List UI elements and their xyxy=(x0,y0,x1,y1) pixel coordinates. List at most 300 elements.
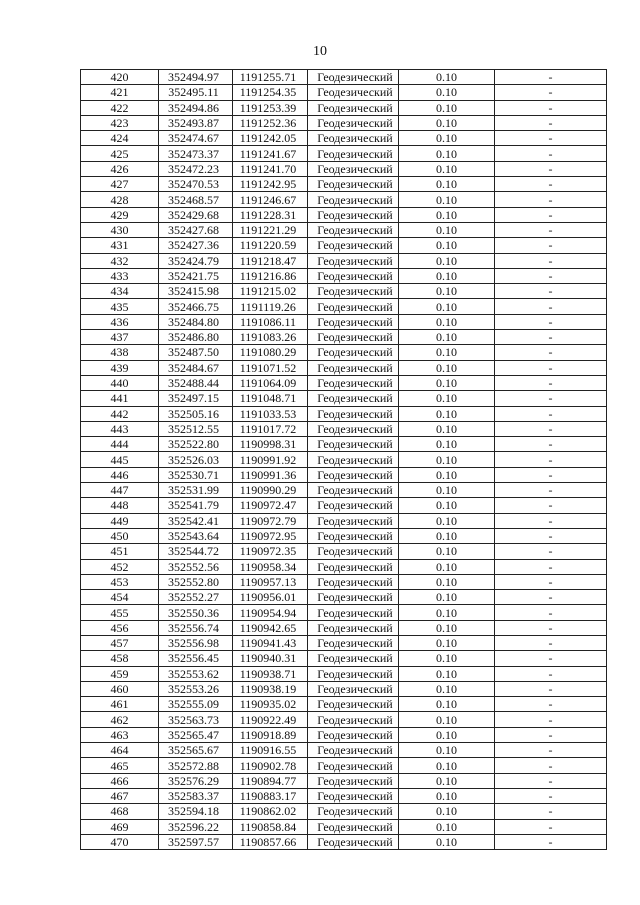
accuracy-cell: 0.10 xyxy=(399,819,495,834)
method-cell: Геодезический xyxy=(308,528,399,543)
note-cell: - xyxy=(495,192,607,207)
note-cell: - xyxy=(495,452,607,467)
table-row xyxy=(81,391,607,406)
table-row xyxy=(81,635,607,650)
method-cell: Геодезический xyxy=(308,360,399,375)
x-coordinate-cell: 352473.37 xyxy=(159,146,233,161)
y-coordinate-cell: 1191241.70 xyxy=(233,161,308,176)
accuracy-cell: 0.10 xyxy=(399,528,495,543)
note-cell: - xyxy=(495,773,607,788)
point-number-cell: 442 xyxy=(81,406,159,421)
x-coordinate-cell: 352427.36 xyxy=(159,238,233,253)
table-row xyxy=(81,819,607,834)
table-row xyxy=(81,406,607,421)
method-cell: Геодезический xyxy=(308,375,399,390)
x-coordinate-cell: 352541.79 xyxy=(159,498,233,513)
y-coordinate-cell: 1190922.49 xyxy=(233,712,308,727)
note-cell: - xyxy=(495,467,607,482)
coordinates-table xyxy=(80,69,607,850)
table-row xyxy=(81,100,607,115)
method-cell: Геодезический xyxy=(308,345,399,360)
table-row xyxy=(81,131,607,146)
y-coordinate-cell: 1191071.52 xyxy=(233,360,308,375)
method-cell: Геодезический xyxy=(308,146,399,161)
table-row xyxy=(81,712,607,727)
x-coordinate-cell: 352415.98 xyxy=(159,284,233,299)
accuracy-cell: 0.10 xyxy=(399,146,495,161)
table-row xyxy=(81,375,607,390)
y-coordinate-cell: 1190942.65 xyxy=(233,620,308,635)
x-coordinate-cell: 352486.80 xyxy=(159,330,233,345)
accuracy-cell: 0.10 xyxy=(399,620,495,635)
x-coordinate-cell: 352555.09 xyxy=(159,697,233,712)
method-cell: Геодезический xyxy=(308,574,399,589)
method-cell: Геодезический xyxy=(308,238,399,253)
y-coordinate-cell: 1191017.72 xyxy=(233,421,308,436)
accuracy-cell: 0.10 xyxy=(399,391,495,406)
note-cell: - xyxy=(495,528,607,543)
method-cell: Геодезический xyxy=(308,498,399,513)
method-cell: Геодезический xyxy=(308,758,399,773)
method-cell: Геодезический xyxy=(308,207,399,222)
x-coordinate-cell: 352552.80 xyxy=(159,574,233,589)
y-coordinate-cell: 1190954.94 xyxy=(233,605,308,620)
x-coordinate-cell: 352583.37 xyxy=(159,788,233,803)
y-coordinate-cell: 1190894.77 xyxy=(233,773,308,788)
note-cell: - xyxy=(495,406,607,421)
method-cell: Геодезический xyxy=(308,727,399,742)
table-row xyxy=(81,207,607,222)
table-row xyxy=(81,666,607,681)
accuracy-cell: 0.10 xyxy=(399,452,495,467)
accuracy-cell: 0.10 xyxy=(399,467,495,482)
y-coordinate-cell: 1190916.55 xyxy=(233,743,308,758)
note-cell: - xyxy=(495,651,607,666)
table-row xyxy=(81,345,607,360)
accuracy-cell: 0.10 xyxy=(399,299,495,314)
x-coordinate-cell: 352429.68 xyxy=(159,207,233,222)
method-cell: Геодезический xyxy=(308,605,399,620)
table-row xyxy=(81,360,607,375)
x-coordinate-cell: 352497.15 xyxy=(159,391,233,406)
method-cell: Геодезический xyxy=(308,70,399,85)
y-coordinate-cell: 1190935.02 xyxy=(233,697,308,712)
point-number-cell: 420 xyxy=(81,70,159,85)
method-cell: Геодезический xyxy=(308,620,399,635)
point-number-cell: 459 xyxy=(81,666,159,681)
accuracy-cell: 0.10 xyxy=(399,70,495,85)
y-coordinate-cell: 1190938.19 xyxy=(233,681,308,696)
note-cell: - xyxy=(495,421,607,436)
note-cell: - xyxy=(495,330,607,345)
accuracy-cell: 0.10 xyxy=(399,773,495,788)
note-cell: - xyxy=(495,712,607,727)
note-cell: - xyxy=(495,605,607,620)
y-coordinate-cell: 1191252.36 xyxy=(233,115,308,130)
accuracy-cell: 0.10 xyxy=(399,375,495,390)
method-cell: Геодезический xyxy=(308,314,399,329)
method-cell: Геодезический xyxy=(308,666,399,681)
y-coordinate-cell: 1190972.35 xyxy=(233,544,308,559)
y-coordinate-cell: 1190998.31 xyxy=(233,437,308,452)
accuracy-cell: 0.10 xyxy=(399,758,495,773)
note-cell: - xyxy=(495,758,607,773)
point-number-cell: 421 xyxy=(81,85,159,100)
y-coordinate-cell: 1191246.67 xyxy=(233,192,308,207)
x-coordinate-cell: 352427.68 xyxy=(159,222,233,237)
note-cell: - xyxy=(495,666,607,681)
table-row xyxy=(81,437,607,452)
note-cell: - xyxy=(495,574,607,589)
table-row xyxy=(81,421,607,436)
y-coordinate-cell: 1191086.11 xyxy=(233,314,308,329)
table-row xyxy=(81,115,607,130)
note-cell: - xyxy=(495,100,607,115)
point-number-cell: 462 xyxy=(81,712,159,727)
accuracy-cell: 0.10 xyxy=(399,330,495,345)
y-coordinate-cell: 1191255.71 xyxy=(233,70,308,85)
point-number-cell: 461 xyxy=(81,697,159,712)
accuracy-cell: 0.10 xyxy=(399,437,495,452)
note-cell: - xyxy=(495,146,607,161)
method-cell: Геодезический xyxy=(308,712,399,727)
note-cell: - xyxy=(495,804,607,819)
note-cell: - xyxy=(495,834,607,849)
method-cell: Геодезический xyxy=(308,100,399,115)
point-number-cell: 449 xyxy=(81,513,159,528)
x-coordinate-cell: 352468.57 xyxy=(159,192,233,207)
y-coordinate-cell: 1190972.47 xyxy=(233,498,308,513)
table-row xyxy=(81,253,607,268)
x-coordinate-cell: 352563.73 xyxy=(159,712,233,727)
note-cell: - xyxy=(495,70,607,85)
method-cell: Геодезический xyxy=(308,804,399,819)
table-row xyxy=(81,268,607,283)
coordinates-table-body xyxy=(81,70,607,850)
x-coordinate-cell: 352576.29 xyxy=(159,773,233,788)
method-cell: Геодезический xyxy=(308,284,399,299)
x-coordinate-cell: 352424.79 xyxy=(159,253,233,268)
point-number-cell: 439 xyxy=(81,360,159,375)
x-coordinate-cell: 352552.27 xyxy=(159,590,233,605)
note-cell: - xyxy=(495,620,607,635)
accuracy-cell: 0.10 xyxy=(399,651,495,666)
table-row xyxy=(81,498,607,513)
accuracy-cell: 0.10 xyxy=(399,284,495,299)
point-number-cell: 466 xyxy=(81,773,159,788)
point-number-cell: 437 xyxy=(81,330,159,345)
point-number-cell: 450 xyxy=(81,528,159,543)
note-cell: - xyxy=(495,299,607,314)
y-coordinate-cell: 1190956.01 xyxy=(233,590,308,605)
note-cell: - xyxy=(495,238,607,253)
y-coordinate-cell: 1190941.43 xyxy=(233,635,308,650)
accuracy-cell: 0.10 xyxy=(399,268,495,283)
table-row xyxy=(81,330,607,345)
y-coordinate-cell: 1191242.05 xyxy=(233,131,308,146)
method-cell: Геодезический xyxy=(308,437,399,452)
table-row xyxy=(81,758,607,773)
accuracy-cell: 0.10 xyxy=(399,131,495,146)
note-cell: - xyxy=(495,544,607,559)
point-number-cell: 452 xyxy=(81,559,159,574)
y-coordinate-cell: 1191033.53 xyxy=(233,406,308,421)
table-row xyxy=(81,85,607,100)
y-coordinate-cell: 1191080.29 xyxy=(233,345,308,360)
note-cell: - xyxy=(495,513,607,528)
point-number-cell: 432 xyxy=(81,253,159,268)
table-row xyxy=(81,788,607,803)
accuracy-cell: 0.10 xyxy=(399,222,495,237)
table-row xyxy=(81,513,607,528)
accuracy-cell: 0.10 xyxy=(399,177,495,192)
point-number-cell: 468 xyxy=(81,804,159,819)
table-row xyxy=(81,299,607,314)
method-cell: Геодезический xyxy=(308,421,399,436)
note-cell: - xyxy=(495,345,607,360)
point-number-cell: 441 xyxy=(81,391,159,406)
note-cell: - xyxy=(495,85,607,100)
accuracy-cell: 0.10 xyxy=(399,513,495,528)
accuracy-cell: 0.10 xyxy=(399,666,495,681)
y-coordinate-cell: 1190862.02 xyxy=(233,804,308,819)
accuracy-cell: 0.10 xyxy=(399,788,495,803)
x-coordinate-cell: 352487.50 xyxy=(159,345,233,360)
y-coordinate-cell: 1190938.71 xyxy=(233,666,308,681)
y-coordinate-cell: 1190991.36 xyxy=(233,467,308,482)
point-number-cell: 456 xyxy=(81,620,159,635)
point-number-cell: 447 xyxy=(81,483,159,498)
note-cell: - xyxy=(495,391,607,406)
point-number-cell: 424 xyxy=(81,131,159,146)
method-cell: Геодезический xyxy=(308,513,399,528)
y-coordinate-cell: 1191064.09 xyxy=(233,375,308,390)
table-row xyxy=(81,238,607,253)
accuracy-cell: 0.10 xyxy=(399,314,495,329)
accuracy-cell: 0.10 xyxy=(399,743,495,758)
accuracy-cell: 0.10 xyxy=(399,192,495,207)
y-coordinate-cell: 1191220.59 xyxy=(233,238,308,253)
point-number-cell: 446 xyxy=(81,467,159,482)
x-coordinate-cell: 352556.45 xyxy=(159,651,233,666)
point-number-cell: 455 xyxy=(81,605,159,620)
table-row xyxy=(81,314,607,329)
table-row xyxy=(81,804,607,819)
accuracy-cell: 0.10 xyxy=(399,115,495,130)
table-row xyxy=(81,483,607,498)
method-cell: Геодезический xyxy=(308,681,399,696)
note-cell: - xyxy=(495,559,607,574)
point-number-cell: 423 xyxy=(81,115,159,130)
x-coordinate-cell: 352565.47 xyxy=(159,727,233,742)
point-number-cell: 464 xyxy=(81,743,159,758)
method-cell: Геодезический xyxy=(308,330,399,345)
y-coordinate-cell: 1191242.95 xyxy=(233,177,308,192)
y-coordinate-cell: 1191254.35 xyxy=(233,85,308,100)
point-number-cell: 445 xyxy=(81,452,159,467)
method-cell: Геодезический xyxy=(308,161,399,176)
point-number-cell: 433 xyxy=(81,268,159,283)
point-number-cell: 436 xyxy=(81,314,159,329)
point-number-cell: 465 xyxy=(81,758,159,773)
x-coordinate-cell: 352553.26 xyxy=(159,681,233,696)
table-row xyxy=(81,70,607,85)
accuracy-cell: 0.10 xyxy=(399,590,495,605)
method-cell: Геодезический xyxy=(308,85,399,100)
y-coordinate-cell: 1191119.26 xyxy=(233,299,308,314)
accuracy-cell: 0.10 xyxy=(399,498,495,513)
y-coordinate-cell: 1191241.67 xyxy=(233,146,308,161)
x-coordinate-cell: 352421.75 xyxy=(159,268,233,283)
method-cell: Геодезический xyxy=(308,651,399,666)
point-number-cell: 440 xyxy=(81,375,159,390)
point-number-cell: 451 xyxy=(81,544,159,559)
table-row xyxy=(81,773,607,788)
y-coordinate-cell: 1191228.31 xyxy=(233,207,308,222)
x-coordinate-cell: 352512.55 xyxy=(159,421,233,436)
note-cell: - xyxy=(495,161,607,176)
note-cell: - xyxy=(495,483,607,498)
point-number-cell: 463 xyxy=(81,727,159,742)
note-cell: - xyxy=(495,437,607,452)
x-coordinate-cell: 352495.11 xyxy=(159,85,233,100)
x-coordinate-cell: 352488.44 xyxy=(159,375,233,390)
table-row xyxy=(81,467,607,482)
table-row xyxy=(81,727,607,742)
y-coordinate-cell: 1191048.71 xyxy=(233,391,308,406)
table-row xyxy=(81,834,607,849)
table-row xyxy=(81,544,607,559)
note-cell: - xyxy=(495,360,607,375)
method-cell: Геодезический xyxy=(308,222,399,237)
table-row xyxy=(81,651,607,666)
table-row xyxy=(81,743,607,758)
accuracy-cell: 0.10 xyxy=(399,406,495,421)
y-coordinate-cell: 1190883.17 xyxy=(233,788,308,803)
table-row xyxy=(81,452,607,467)
method-cell: Геодезический xyxy=(308,590,399,605)
y-coordinate-cell: 1190972.79 xyxy=(233,513,308,528)
accuracy-cell: 0.10 xyxy=(399,238,495,253)
y-coordinate-cell: 1190918.89 xyxy=(233,727,308,742)
point-number-cell: 438 xyxy=(81,345,159,360)
point-number-cell: 454 xyxy=(81,590,159,605)
note-cell: - xyxy=(495,743,607,758)
x-coordinate-cell: 352530.71 xyxy=(159,467,233,482)
x-coordinate-cell: 352552.56 xyxy=(159,559,233,574)
y-coordinate-cell: 1191253.39 xyxy=(233,100,308,115)
table-row xyxy=(81,177,607,192)
x-coordinate-cell: 352522.80 xyxy=(159,437,233,452)
accuracy-cell: 0.10 xyxy=(399,100,495,115)
x-coordinate-cell: 352597.57 xyxy=(159,834,233,849)
note-cell: - xyxy=(495,375,607,390)
point-number-cell: 460 xyxy=(81,681,159,696)
x-coordinate-cell: 352556.74 xyxy=(159,620,233,635)
note-cell: - xyxy=(495,268,607,283)
point-number-cell: 430 xyxy=(81,222,159,237)
note-cell: - xyxy=(495,253,607,268)
y-coordinate-cell: 1190990.29 xyxy=(233,483,308,498)
y-coordinate-cell: 1190991.92 xyxy=(233,452,308,467)
table-row xyxy=(81,697,607,712)
method-cell: Геодезический xyxy=(308,559,399,574)
x-coordinate-cell: 352553.62 xyxy=(159,666,233,681)
x-coordinate-cell: 352472.23 xyxy=(159,161,233,176)
x-coordinate-cell: 352565.67 xyxy=(159,743,233,758)
method-cell: Геодезический xyxy=(308,177,399,192)
y-coordinate-cell: 1191215.02 xyxy=(233,284,308,299)
accuracy-cell: 0.10 xyxy=(399,161,495,176)
note-cell: - xyxy=(495,284,607,299)
point-number-cell: 448 xyxy=(81,498,159,513)
point-number-cell: 443 xyxy=(81,421,159,436)
note-cell: - xyxy=(495,314,607,329)
accuracy-cell: 0.10 xyxy=(399,207,495,222)
point-number-cell: 434 xyxy=(81,284,159,299)
point-number-cell: 426 xyxy=(81,161,159,176)
x-coordinate-cell: 352505.16 xyxy=(159,406,233,421)
accuracy-cell: 0.10 xyxy=(399,345,495,360)
method-cell: Геодезический xyxy=(308,406,399,421)
point-number-cell: 469 xyxy=(81,819,159,834)
accuracy-cell: 0.10 xyxy=(399,360,495,375)
point-number-cell: 431 xyxy=(81,238,159,253)
y-coordinate-cell: 1190940.31 xyxy=(233,651,308,666)
note-cell: - xyxy=(495,207,607,222)
accuracy-cell: 0.10 xyxy=(399,834,495,849)
method-cell: Геодезический xyxy=(308,544,399,559)
table-row xyxy=(81,681,607,696)
y-coordinate-cell: 1190958.34 xyxy=(233,559,308,574)
x-coordinate-cell: 352484.67 xyxy=(159,360,233,375)
y-coordinate-cell: 1191218.47 xyxy=(233,253,308,268)
y-coordinate-cell: 1190972.95 xyxy=(233,528,308,543)
table-row xyxy=(81,605,607,620)
y-coordinate-cell: 1191083.26 xyxy=(233,330,308,345)
page-number: 10 xyxy=(313,44,327,59)
method-cell: Геодезический xyxy=(308,773,399,788)
x-coordinate-cell: 352531.99 xyxy=(159,483,233,498)
table-row xyxy=(81,161,607,176)
note-cell: - xyxy=(495,727,607,742)
point-number-cell: 467 xyxy=(81,788,159,803)
accuracy-cell: 0.10 xyxy=(399,574,495,589)
y-coordinate-cell: 1190857.66 xyxy=(233,834,308,849)
point-number-cell: 458 xyxy=(81,651,159,666)
note-cell: - xyxy=(495,131,607,146)
note-cell: - xyxy=(495,177,607,192)
x-coordinate-cell: 352470.53 xyxy=(159,177,233,192)
y-coordinate-cell: 1190957.13 xyxy=(233,574,308,589)
accuracy-cell: 0.10 xyxy=(399,697,495,712)
accuracy-cell: 0.10 xyxy=(399,635,495,650)
y-coordinate-cell: 1190858.84 xyxy=(233,819,308,834)
note-cell: - xyxy=(495,788,607,803)
method-cell: Геодезический xyxy=(308,635,399,650)
x-coordinate-cell: 352543.64 xyxy=(159,528,233,543)
note-cell: - xyxy=(495,697,607,712)
point-number-cell: 457 xyxy=(81,635,159,650)
accuracy-cell: 0.10 xyxy=(399,421,495,436)
x-coordinate-cell: 352494.86 xyxy=(159,100,233,115)
method-cell: Геодезический xyxy=(308,834,399,849)
point-number-cell: 435 xyxy=(81,299,159,314)
accuracy-cell: 0.10 xyxy=(399,559,495,574)
point-number-cell: 425 xyxy=(81,146,159,161)
accuracy-cell: 0.10 xyxy=(399,712,495,727)
table-row xyxy=(81,146,607,161)
